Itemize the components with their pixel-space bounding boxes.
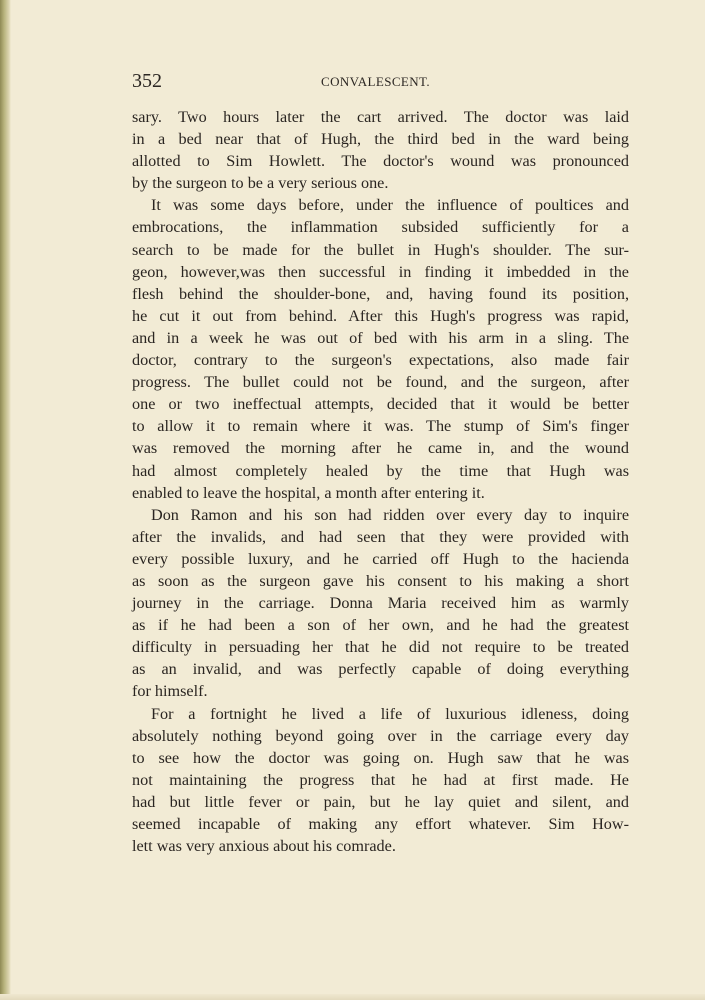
text-line: as if he had been a son of her own, and he had the greatest	[132, 616, 629, 635]
text-line: journey in the carriage. Donna Maria received him as warmly	[132, 594, 629, 613]
text-line: absolutely nothing beyond going over in the carriage every day	[132, 726, 629, 745]
text-line: had almost completely healed by the time that Hugh was	[132, 461, 629, 480]
text-line: doctor, contrary to the surgeon's expectations, also made fair	[132, 351, 629, 370]
text-line: as an invalid, and was perfectly capable of doing everything	[132, 660, 629, 679]
text-line: lett was very anxious about his comrade.	[132, 837, 396, 856]
page-bottom-edge	[0, 994, 705, 1000]
text-line: difficulty in persuading her that he did not require to be treated	[132, 638, 629, 657]
text-line: as soon as the surgeon gave his consent to his making a short	[132, 571, 629, 590]
text-line: It was some days before, under the influence of poultices and	[151, 196, 629, 215]
body-text	[132, 106, 629, 857]
text-line: seemed incapable of making any effort whatever. Sim How-	[132, 815, 629, 833]
text-line: in a bed near that of Hugh, the third bed in the ward being	[132, 130, 629, 149]
text-line: sary. Two hours later the cart arrived. The doctor was laid	[132, 108, 629, 126]
page-number: 352	[132, 70, 162, 92]
text-line: by the surgeon to be a very serious one.	[132, 174, 389, 193]
text-line: after the invalids, and had seen that they were provided with	[132, 527, 629, 546]
text-line: had but little fever or pain, but he lay quiet and silent, and	[132, 792, 629, 811]
text-line: For a fortnight he lived a life of luxurious idleness, doing	[151, 704, 629, 723]
text-line: geon, however,was then successful in finding it imbedded in the	[132, 262, 629, 281]
text-line: one or two ineffectual attempts, decided that it would be better	[132, 395, 629, 414]
text-line: embrocations, the inflammation subsided sufficiently for a	[132, 218, 629, 237]
text-line: he cut it out from behind. After this Hugh's progress was rapid,	[132, 306, 629, 325]
page-header	[132, 70, 630, 96]
text-line: for himself.	[132, 682, 208, 701]
text-line: to see how the doctor was going on. Hugh saw that he was	[132, 748, 629, 767]
text-line: and in a week he was out of bed with his arm in a sling. The	[132, 328, 629, 347]
running-head: CONVALESCENT.	[321, 74, 431, 89]
text-line: not maintaining the progress that he had at first made. He	[132, 770, 629, 789]
text-line: allotted to Sim Howlett. The doctor's wound was pronounced	[132, 152, 629, 171]
text-line: Don Ramon and his son had ridden over every day to inquire	[151, 505, 629, 524]
text-line: to allow it to remain where it was. The stump of Sim's finger	[132, 417, 629, 436]
text-line: every possible luxury, and he carried off Hugh to the hacienda	[132, 549, 629, 568]
page-gutter-shadow	[0, 0, 11, 1000]
text-line: flesh behind the shoulder-bone, and, having found its position,	[132, 284, 629, 303]
text-line: progress. The bullet could not be found, and the surgeon, after	[132, 373, 629, 392]
text-line: search to be made for the bullet in Hugh's shoulder. The sur-	[132, 240, 629, 259]
text-line: enabled to leave the hospital, a month after entering it.	[132, 483, 485, 502]
text-line: was removed the morning after he came in, and the wound	[132, 439, 629, 458]
